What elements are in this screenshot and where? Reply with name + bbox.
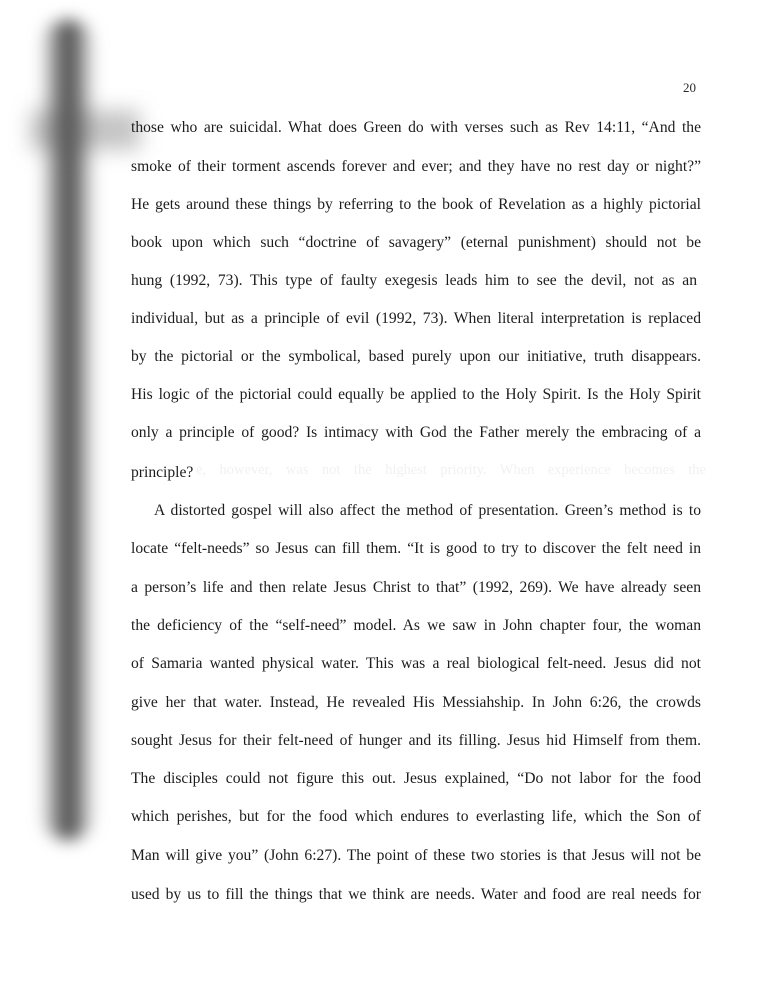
text-line: Man will give you” (John 6:27). The point of these two stories is that Jesus will not be: [131, 847, 701, 864]
text-line: by the pictorial or the symbolical, based purely upon our initiative, truth disappears.: [131, 348, 701, 365]
text-line: give her that water. Instead, He revealed His Messiahship. In John 6:26, the crowds: [131, 694, 701, 711]
text-line: a person’s life and then relate Jesus Christ to that” (1992, 269). We have already seen: [131, 579, 701, 596]
bleed-through-text: e, however, was not the highest priority. When experience becomes the: [196, 462, 706, 478]
text-line: book upon which such “doctrine of savagery” (eternal punishment) should not be: [131, 234, 701, 251]
text-line: hung (1992, 73). This type of faulty exegesis leads him to see the devil, not as an: [131, 272, 697, 289]
text-line: locate “felt-needs” so Jesus can fill them. “It is good to try to discover the felt need in: [131, 540, 701, 557]
page-number: 20: [683, 80, 696, 95]
text-line: The disciples could not figure this out. Jesus explained, “Do not labor for the food: [131, 770, 701, 787]
text-line: those who are suicidal. What does Green do with verses such as Rev 14:11, “And the: [131, 119, 701, 136]
text-line: used by us to fill the things that we think are needs. Water and food are real needs for: [131, 886, 701, 903]
text-line: smoke of their torment ascends forever and ever; and they have no rest day or night?”: [131, 158, 701, 175]
text-line: individual, but as a principle of evil (1992, 73). When literal interpretation is replaced: [131, 310, 701, 327]
text-line: He gets around these things by referring to the book of Revelation as a highly pictorial: [131, 196, 701, 213]
binding-shadow-smudge: [30, 110, 140, 150]
text-line: principle?: [131, 464, 194, 481]
text-line: the deficiency of the “self-need” model. As we saw in John chapter four, the woman: [131, 617, 701, 634]
text-line: only a principle of good? Is intimacy with God the Father merely the embracing of a: [131, 424, 701, 441]
text-line: which perishes, but for the food which endures to everlasting life, which the Son of: [131, 808, 701, 825]
text-line: sought Jesus for their felt-need of hunger and its filling. Jesus hid Himself from them.: [131, 732, 701, 749]
text-line: His logic of the pictorial could equally be applied to the Holy Spirit. Is the Holy Spirit: [131, 386, 701, 403]
text-line: of Samaria wanted physical water. This was a real biological felt-need. Jesus did not: [131, 655, 701, 672]
paragraph-first-line: A distorted gospel will also affect the method of presentation. Green’s method is to: [154, 502, 701, 519]
